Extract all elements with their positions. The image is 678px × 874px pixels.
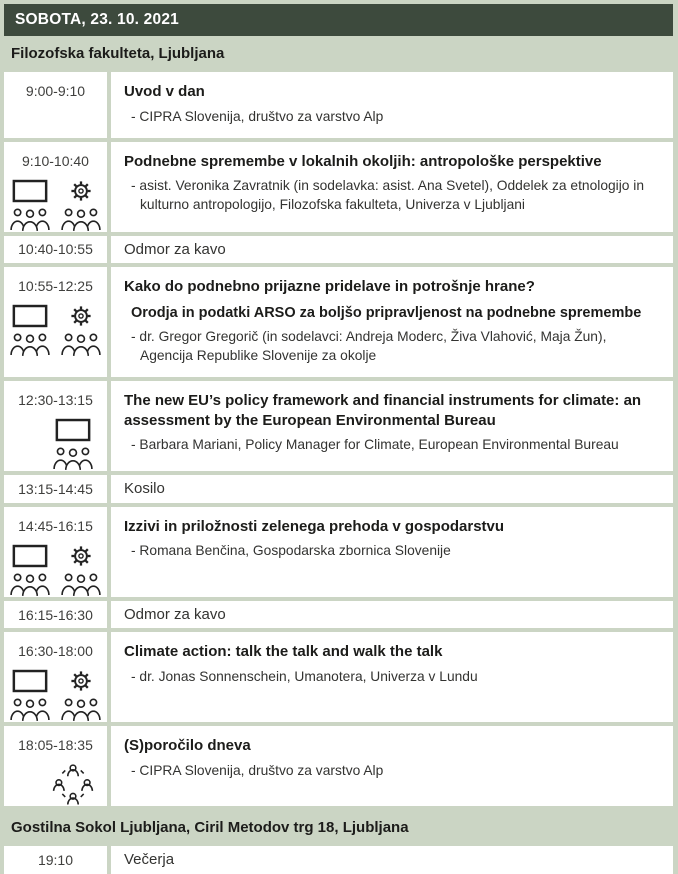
- time-label: 14:45-16:15: [18, 517, 93, 534]
- schedule-row: [4, 236, 673, 264]
- audience-icon: [9, 571, 51, 597]
- session-cell: [111, 236, 673, 264]
- time-cell: [4, 726, 107, 806]
- icon-group: [60, 303, 102, 357]
- session-format-icons: [4, 543, 107, 597]
- session-speakers: - dr. Gregor Gregorič (in sodelavci: Andreja Moderc, Živa Vlahović, Maja Žun), Agencija Republike Slovenije za okolje: [131, 329, 607, 364]
- session-cell: [111, 601, 673, 629]
- time-label: 12:30-13:15: [18, 392, 93, 409]
- session-title: Kosilo: [124, 480, 165, 498]
- icon-group: [60, 543, 102, 597]
- presentation-icon: [11, 178, 49, 204]
- session-title: Podnebne spremembe v lokalnih okoljih: antropološke perspektive: [124, 152, 602, 170]
- time-cell: [4, 381, 107, 471]
- schedule-row: [4, 142, 673, 232]
- session-speakers: - Barbara Mariani, Policy Manager for Climate, European Environmental Bureau: [131, 437, 619, 453]
- time-label: 19:10: [37, 852, 74, 869]
- schedule-row: [4, 72, 673, 138]
- session-speakers: - CIPRA Slovenija, društvo za varstvo Alp: [131, 762, 384, 778]
- icon-group: [9, 303, 51, 357]
- gear-icon: [69, 668, 93, 694]
- session-format-icons: [4, 178, 107, 232]
- presentation-icon: [54, 417, 92, 443]
- icon-group: [9, 543, 51, 597]
- icon-group: [52, 417, 94, 471]
- icon-group: [9, 178, 51, 232]
- session-cell: [111, 507, 673, 597]
- session-cell: [111, 475, 673, 503]
- session-format-icons: [4, 417, 107, 471]
- session-cell: [111, 72, 673, 138]
- time-label: 9:10-10:40: [22, 152, 89, 169]
- session-subtitle: Orodja in podatki ARSO za boljšo pripravljenost na podnebne spremembe: [131, 304, 642, 321]
- time-label: 16:30-18:00: [18, 643, 93, 660]
- time-cell: [4, 142, 107, 232]
- audience-icon: [60, 571, 102, 597]
- session-format-icons: [4, 668, 107, 722]
- session-cell: [111, 267, 673, 377]
- session-cell: [111, 142, 673, 232]
- gear-icon: [69, 543, 93, 569]
- session-speakers: - CIPRA Slovenija, društvo za varstvo Alp: [131, 108, 384, 124]
- presentation-icon: [11, 543, 49, 569]
- time-cell: [4, 475, 107, 503]
- audience-icon: [9, 331, 51, 357]
- presentation-icon: [11, 668, 49, 694]
- schedule-row: [4, 726, 673, 806]
- time-label: 9:00-9:10: [25, 83, 86, 99]
- time-cell: [4, 236, 107, 264]
- day-header: [4, 4, 673, 36]
- session-title: Uvod v dan: [124, 83, 205, 100]
- time-label: 13:15-14:45: [18, 481, 93, 498]
- session-cell: [111, 632, 673, 722]
- session-format-icons: [4, 762, 107, 806]
- schedule-row: [4, 475, 673, 503]
- time-cell: [4, 632, 107, 722]
- icon-group: [52, 762, 94, 806]
- schedule-sections: [4, 36, 673, 874]
- icon-group: [60, 178, 102, 232]
- session-title: Odmor za kavo: [124, 240, 226, 258]
- schedule-row: [4, 507, 673, 597]
- time-label: 16:15-16:30: [18, 606, 93, 623]
- schedule-row: [4, 267, 673, 377]
- time-label: 18:05-18:35: [18, 737, 93, 754]
- roundtable-icon: [52, 762, 94, 806]
- session-speakers: - Romana Benčina, Gospodarska zbornica Slovenije: [131, 543, 451, 559]
- session-cell: [111, 726, 673, 806]
- day-title: SOBOTA, 23. 10. 2021: [15, 11, 179, 28]
- time-cell: [4, 72, 107, 138]
- session-title: (S)poročilo dneva: [124, 737, 251, 755]
- session-title: Kako do podnebno prijazne pridelave in potrošnje hrane?: [124, 278, 535, 296]
- session-title: Izzivi in priložnosti zelenega prehoda v gospodarstvu: [124, 517, 505, 535]
- session-title: The new EU’s policy framework and financial instruments for climate: an assessment by the European Environmental Bureau: [124, 392, 642, 429]
- schedule-row: [4, 601, 673, 629]
- icon-group: [60, 668, 102, 722]
- gear-icon: [69, 303, 93, 329]
- time-cell: [4, 267, 107, 377]
- section-location: Filozofska fakulteta, Ljubljana: [11, 45, 225, 62]
- audience-icon: [9, 206, 51, 232]
- session-speakers: - asist. Veronika Zavratnik (in sodelavka: asist. Ana Svetel), Oddelek za etnologijo in kulturno antropologijo, Filozofska fakulteta, Univerza v Ljubljani: [131, 178, 645, 213]
- time-cell: [4, 846, 107, 874]
- section-location: Gostilna Sokol Ljubljana, Ciril Metodov trg 18, Ljubljana: [11, 819, 409, 837]
- schedule-row: [4, 381, 673, 471]
- audience-icon: [60, 331, 102, 357]
- session-cell: [111, 381, 673, 471]
- audience-icon: [9, 696, 51, 722]
- audience-icon: [60, 206, 102, 232]
- icon-group: [9, 668, 51, 722]
- session-title: Odmor za kavo: [124, 605, 226, 623]
- time-label: 10:40-10:55: [18, 241, 93, 258]
- time-label: 10:55-12:25: [18, 278, 93, 295]
- audience-icon: [60, 696, 102, 722]
- session-speakers: - dr. Jonas Sonnenschein, Umanotera, Univerza v Lundu: [131, 668, 478, 684]
- audience-icon: [52, 445, 94, 471]
- time-cell: [4, 507, 107, 597]
- session-format-icons: [4, 303, 107, 357]
- schedule-row: [4, 632, 673, 722]
- presentation-icon: [11, 303, 49, 329]
- schedule-row: [4, 846, 673, 874]
- time-cell: [4, 601, 107, 629]
- session-title: Climate action: talk the talk and walk the talk: [124, 643, 443, 661]
- gear-icon: [69, 178, 93, 204]
- session-title: Večerja: [124, 851, 175, 869]
- session-cell: [111, 846, 673, 874]
